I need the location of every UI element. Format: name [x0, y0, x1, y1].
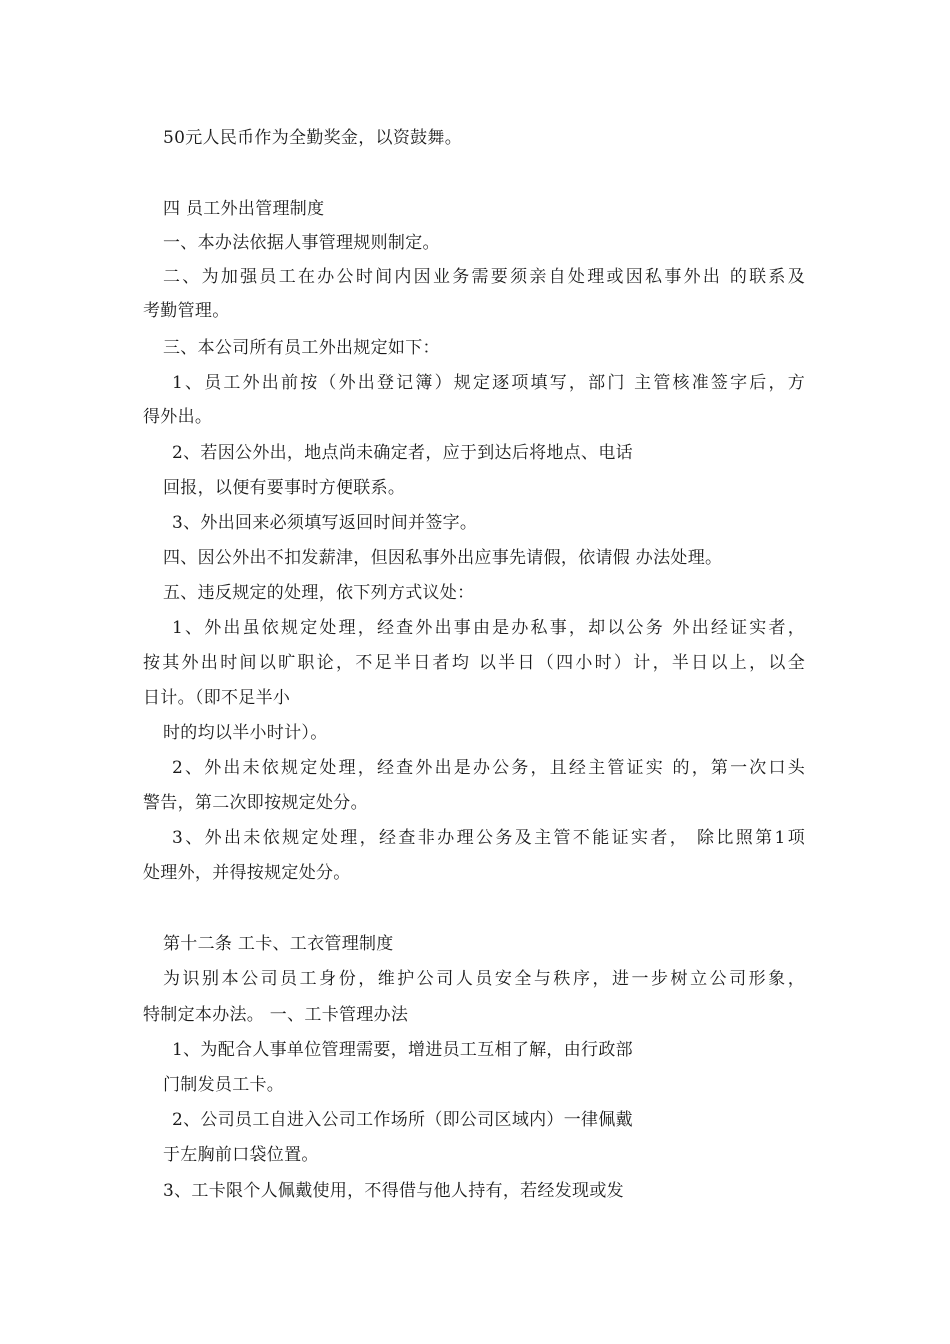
text-line-rule-3-3: 3、外出回来必须填写返回时间并签字。: [172, 513, 478, 533]
text-line-rule-3-1-cont: 得外出。: [143, 407, 213, 427]
text-line-article-1: 一、本办法依据人事管理规则制定。: [163, 233, 440, 253]
text-line-article-4: 四、因公外出不扣发薪津，但因私事外出应事先请假，依请假 办法处理。: [163, 548, 723, 568]
text-line-rule-5-3-cont: 处理外，并得按规定处分。: [143, 863, 351, 883]
text-line-article-12-intro: 为识别本公司员工身份，维护公司人员安全与秩序，进一步树立公司形象，: [163, 969, 805, 989]
text-line-article-12-intro-cont: 特制定本办法。 一、工卡管理办法: [143, 1005, 409, 1025]
text-line-article-2-cont: 考勤管理。: [143, 301, 230, 321]
section-heading-outing-management: 四 员工外出管理制度: [163, 199, 325, 219]
text-line-rule-5-2-cont: 警告，第二次即按规定处分。: [143, 793, 368, 813]
text-line-attendance-bonus: 50元人民币作为全勤奖金，以资鼓舞。: [163, 128, 463, 148]
text-line-article-2: 二、为加强员工在办公时间内因业务需要须亲自处理或因私事外出 的联系及: [163, 267, 805, 287]
text-line-rule-5-1: 1、外出虽依规定处理，经查外出事由是办私事，却以公务 外出经证实者，: [172, 618, 805, 638]
text-line-rule-3-2: 2、若因公外出，地点尚未确定者，应于到达后将地点、电话: [172, 443, 633, 463]
text-line-card-rule-1-cont: 门制发员工卡。: [163, 1075, 285, 1095]
text-line-rule-5-1-cont: 按其外出时间以旷职论，不足半日者均 以半日（四小时）计，半日以上，以全: [143, 653, 805, 673]
text-line-card-rule-3: 3、工卡限个人佩戴使用，不得借与他人持有，若经发现或发: [163, 1181, 624, 1201]
text-line-card-rule-1: 1、为配合人事单位管理需要，增进员工互相了解，由行政部: [172, 1040, 633, 1060]
text-line-card-rule-2-cont: 于左胸前口袋位置。: [163, 1145, 319, 1165]
text-line-rule-5-2: 2、外出未依规定处理，经查外出是办公务，且经主管证实 的，第一次口头: [172, 758, 805, 778]
text-line-rule-3-1: 1、员工外出前按（外出登记簿）规定逐项填写，部门 主管核准签字后，方: [172, 373, 805, 393]
text-line-rule-5-1-cont3: 时的均以半小时计）。: [163, 723, 328, 743]
text-line-rule-5-3: 3、外出未依规定处理，经查非办理公务及主管不能证实者， 除比照第1项: [172, 828, 805, 848]
text-line-card-rule-2: 2、公司员工自进入公司工作场所（即公司区域内）一律佩戴: [172, 1110, 633, 1130]
section-heading-article-12: 第十二条 工卡、工衣管理制度: [163, 934, 394, 954]
text-line-rule-3-2-cont: 回报，以便有要事时方便联系。: [163, 478, 406, 498]
text-line-article-5: 五、违反规定的处理，依下列方式议处：: [163, 583, 475, 603]
text-line-article-3: 三、本公司所有员工外出规定如下：: [163, 338, 440, 358]
text-line-rule-5-1-cont2: 日计。（即不足半小: [143, 688, 291, 708]
